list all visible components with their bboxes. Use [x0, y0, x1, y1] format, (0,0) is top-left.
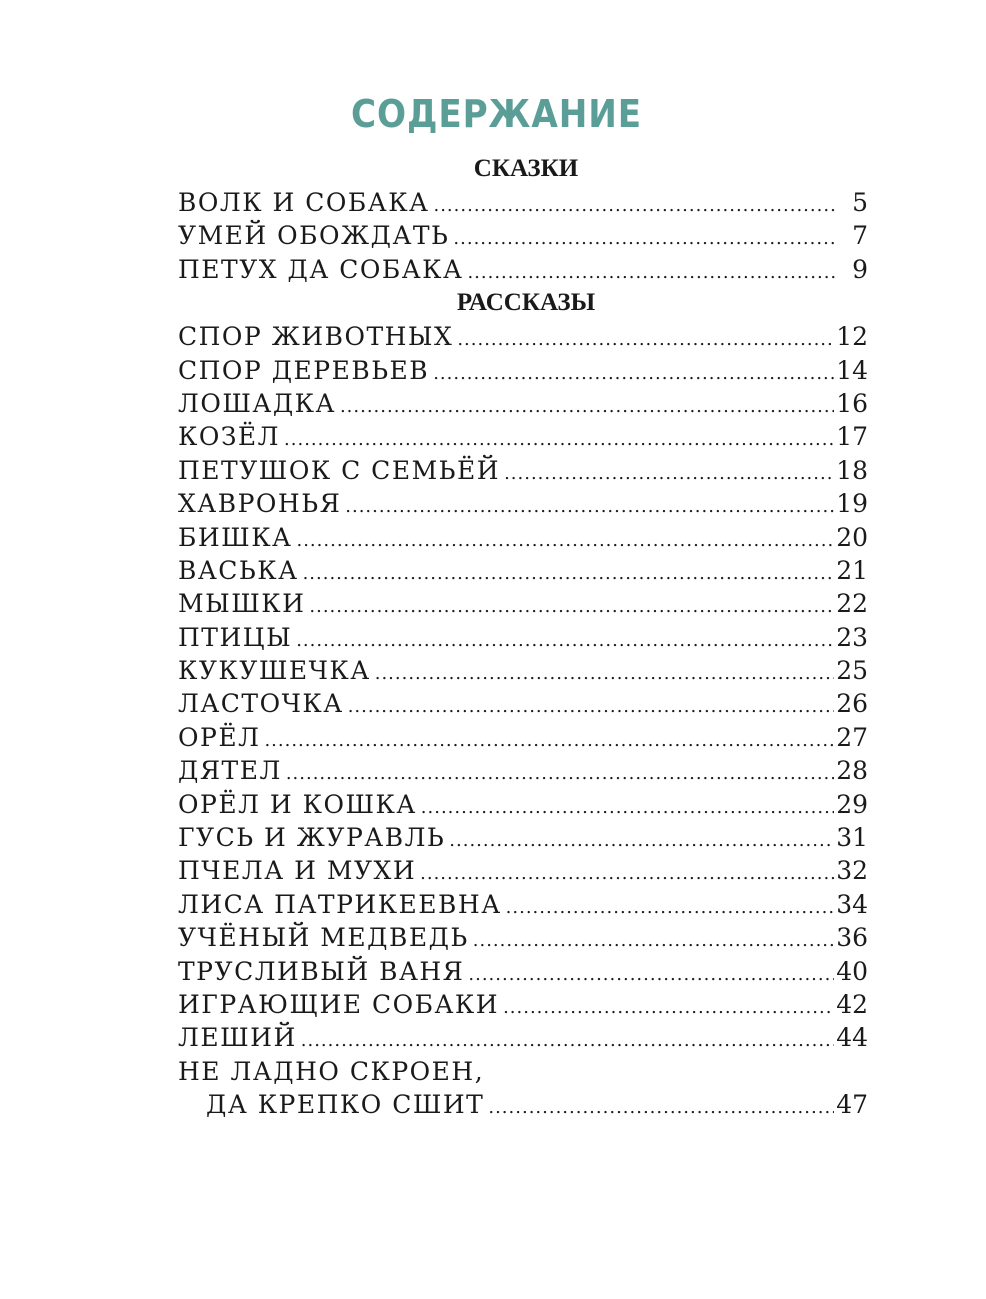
toc-entry[interactable] — [178, 654, 868, 687]
dot-leader — [449, 821, 834, 857]
dot-leader — [433, 186, 836, 222]
dot-leader — [453, 219, 836, 255]
dot-leader — [488, 1088, 834, 1124]
toc-entry[interactable] — [178, 1088, 868, 1121]
toc-entry-page: 9 — [852, 254, 868, 284]
toc-entry[interactable] — [178, 320, 868, 353]
toc-entry-title: ЛИСА ПАТРИКЕЕВНА — [178, 889, 502, 919]
dot-leader — [296, 521, 834, 557]
dot-leader — [506, 888, 835, 924]
toc-entry-page: 36 — [836, 923, 868, 953]
toc-entry[interactable] — [178, 621, 868, 654]
toc-entry-title: СПОР ЖИВОТНЫХ — [178, 322, 454, 352]
table-of-contents — [178, 152, 868, 1122]
dot-leader — [457, 320, 834, 356]
toc-entry-title-line1[interactable]: НЕ ЛАДНО СКРОЕН, — [178, 1056, 485, 1086]
toc-entry[interactable] — [178, 788, 868, 821]
dot-leader — [264, 721, 834, 757]
toc-entry-page: 44 — [836, 1023, 868, 1053]
toc-entry[interactable] — [178, 354, 868, 387]
toc-entry-page: 29 — [836, 789, 868, 819]
toc-entry-page: 7 — [852, 221, 868, 251]
toc-entry[interactable] — [178, 888, 868, 921]
toc-entry[interactable] — [178, 955, 868, 988]
dot-leader — [468, 955, 834, 991]
dot-leader — [473, 921, 834, 957]
toc-entry-page: 12 — [836, 322, 868, 352]
toc-entry-title: ИГРАЮЩИЕ СОБАКИ — [178, 989, 500, 1019]
dot-leader — [340, 387, 834, 423]
toc-entry[interactable] — [178, 487, 868, 520]
toc-entry-title: ВОЛК И СОБАКА — [178, 188, 430, 217]
toc-entry-page: 40 — [836, 956, 868, 986]
toc-entry-page: 18 — [836, 455, 868, 485]
toc-entry-title: ХАВРОНЬЯ — [178, 489, 342, 519]
dot-leader — [303, 554, 835, 590]
toc-entry[interactable] — [178, 587, 868, 620]
toc-entry-title: ПЧЕЛА И МУХИ — [178, 856, 417, 886]
toc-entry-page: 31 — [836, 823, 868, 853]
toc-entry-title: МЫШКИ — [178, 589, 306, 619]
toc-entry-page: 28 — [836, 756, 868, 786]
toc-entry[interactable] — [178, 921, 868, 954]
toc-entry[interactable] — [178, 854, 868, 887]
toc-entry-title: ПЕТУШОК С СЕМЬЁЙ — [178, 455, 501, 485]
toc-entry[interactable] — [178, 754, 868, 787]
toc-entry-page: 17 — [836, 422, 868, 452]
toc-entry[interactable] — [178, 821, 868, 854]
toc-entry-page: 26 — [836, 689, 868, 719]
toc-entry-title: ЛЕШИЙ — [178, 1023, 297, 1053]
toc-entry-title: КОЗЁЛ — [178, 422, 281, 452]
toc-entry-page: 19 — [836, 489, 868, 519]
dot-leader — [309, 587, 834, 623]
dot-leader — [504, 454, 834, 490]
toc-entry-page: 27 — [836, 722, 868, 752]
dot-leader — [467, 253, 836, 289]
toc-entry-title: БИШКА — [178, 522, 293, 552]
toc-entry-page: 23 — [836, 622, 868, 652]
toc-entry[interactable] — [178, 253, 868, 286]
toc-entry[interactable] — [178, 554, 868, 587]
dot-leader — [345, 487, 834, 523]
toc-entry-title: ДЯТЕЛ — [178, 756, 282, 786]
dot-leader — [301, 1021, 834, 1057]
section-heading-stories: РАССКАЗЫ — [456, 289, 596, 317]
toc-entry-title: ГУСЬ И ЖУРАВЛЬ — [178, 823, 446, 853]
toc-entry-page: 20 — [836, 522, 868, 552]
toc-entry-title-line2: ДА КРЕПКО СШИТ — [206, 1090, 485, 1120]
toc-entry[interactable] — [178, 420, 868, 453]
dot-leader — [420, 854, 834, 890]
toc-entry-page: 34 — [836, 889, 868, 919]
dot-leader — [433, 354, 834, 390]
toc-entry-title: ВАСЬКА — [178, 555, 299, 585]
dot-leader — [421, 788, 834, 824]
dot-leader — [348, 687, 834, 723]
dot-leader — [286, 754, 834, 790]
toc-entry[interactable] — [178, 521, 868, 554]
toc-entry[interactable] — [178, 721, 868, 754]
toc-entry-page: 42 — [836, 989, 868, 1019]
toc-entry[interactable] — [178, 219, 868, 252]
toc-entry-title: ОРЁЛ И КОШКА — [178, 789, 417, 819]
toc-entry-title: УЧЁНЫЙ МЕДВЕДЬ — [178, 923, 469, 953]
dot-leader — [296, 621, 834, 657]
toc-entry-page: 14 — [836, 355, 868, 385]
toc-entry-title: УМЕЙ ОБОЖДАТЬ — [178, 221, 450, 251]
toc-entry[interactable] — [178, 687, 868, 720]
toc-entry-title: ПЕТУХ ДА СОБАКА — [178, 254, 464, 284]
toc-entry[interactable] — [178, 454, 868, 487]
toc-entry-title: ЛАСТОЧКА — [178, 689, 344, 719]
toc-entry-title: ТРУСЛИВЫЙ ВАНЯ — [178, 956, 465, 986]
toc-entry[interactable] — [178, 1021, 868, 1054]
page-title: СОДЕРЖАНИЕ — [350, 92, 643, 136]
toc-entry-page: 25 — [836, 656, 868, 686]
toc-entry-page: 22 — [836, 589, 868, 619]
toc-entry[interactable] — [178, 387, 868, 420]
toc-entry-page: 32 — [836, 856, 868, 886]
toc-entry-title: ПТИЦЫ — [178, 622, 293, 652]
dot-leader — [284, 420, 834, 456]
toc-entry-page: 5 — [852, 188, 868, 217]
toc-entry-page: 47 — [836, 1090, 868, 1120]
dot-leader — [503, 988, 834, 1024]
section-heading-fairy-tales: СКАЗКИ — [473, 155, 579, 182]
toc-entry[interactable] — [178, 988, 868, 1021]
toc-entry-title: ЛОШАДКА — [178, 388, 336, 418]
toc-entry-title: КУКУШЕЧКА — [178, 656, 371, 686]
toc-entry-title: СПОР ДЕРЕВЬЕВ — [178, 355, 430, 385]
dot-leader — [375, 654, 834, 690]
toc-entry[interactable] — [178, 186, 868, 219]
toc-entry-title: ОРЁЛ — [178, 722, 261, 752]
toc-entry-page: 16 — [836, 388, 868, 418]
toc-entry-page: 21 — [836, 555, 868, 585]
